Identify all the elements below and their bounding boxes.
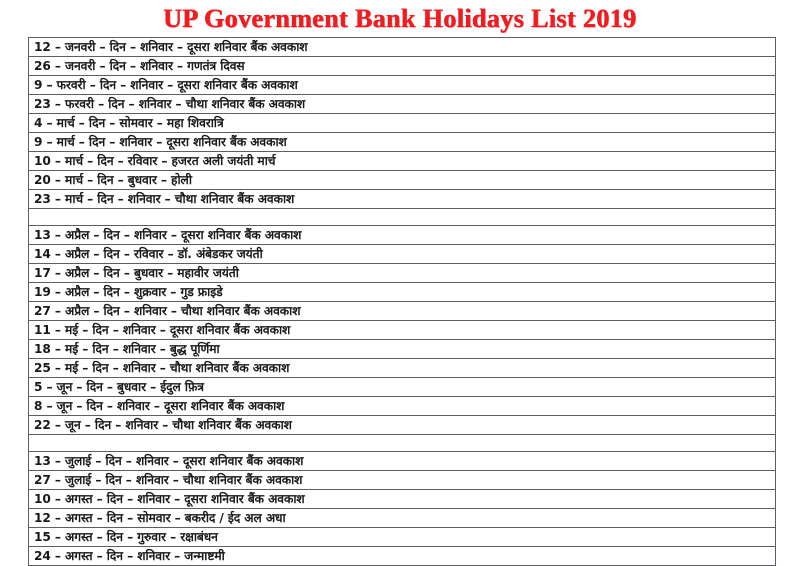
table-spacer-row <box>29 435 776 452</box>
holiday-cell: 23 – फरवरी – दिन – शनिवार – चौथा शनिवार बैंक अवकाश <box>29 95 776 114</box>
holiday-cell: 24 – अगस्त – दिन – शनिवार – जन्माष्टमी <box>29 547 776 566</box>
holiday-table-body <box>29 38 776 566</box>
table-row <box>29 509 776 528</box>
holiday-cell: 27 – जुलाई – दिन – शनिवार – चौथा शनिवार बैंक अवकाश <box>29 471 776 490</box>
holiday-cell: 10 – अगस्त – दिन – शनिवार – दूसरा शनिवार बैंक अवकाश <box>29 490 776 509</box>
holiday-table-container <box>28 37 776 566</box>
table-row <box>29 471 776 490</box>
table-row <box>29 321 776 340</box>
table-row <box>29 133 776 152</box>
holiday-cell: 11 – मई – दिन – शनिवार – दूसरा शनिवार बैंक अवकाश <box>29 321 776 340</box>
holiday-cell: 18 – मई – दिन – शनिवार – बुद्ध पूर्णिमा <box>29 340 776 359</box>
table-row <box>29 302 776 321</box>
holiday-cell: 26 – जनवरी – दिन – शनिवार – गणतंत्र दिवस <box>29 57 776 76</box>
holiday-cell: 27 – अप्रैल – दिन – शनिवार – चौथा शनिवार बैंक अवकाश <box>29 302 776 321</box>
holiday-cell: 5 – जून – दिन – बुधवार – ईदुल फ़ित्र <box>29 378 776 397</box>
table-row <box>29 152 776 171</box>
holiday-cell: 19 – अप्रैल – दिन – शुक्रवार – गुड फ्राइडे <box>29 283 776 302</box>
table-row <box>29 378 776 397</box>
table-row <box>29 57 776 76</box>
table-row <box>29 452 776 471</box>
holiday-cell: 10 – मार्च – दिन – रविवार – हजरत अली जयंती मार्च <box>29 152 776 171</box>
holiday-cell: 20 – मार्च – दिन – बुधवार – होली <box>29 171 776 190</box>
holiday-cell: 23 – मार्च – दिन – शनिवार – चौथा शनिवार बैंक अवकाश <box>29 190 776 209</box>
table-row <box>29 416 776 435</box>
holiday-cell: 25 – मई – दिन – शनिवार – चौथा शनिवार बैंक अवकाश <box>29 359 776 378</box>
table-row <box>29 528 776 547</box>
table-row <box>29 114 776 133</box>
table-row <box>29 76 776 95</box>
table-row <box>29 38 776 57</box>
table-row <box>29 490 776 509</box>
table-row <box>29 171 776 190</box>
holiday-cell: 22 – जून – दिन – शनिवार – चौथा शनिवार बैंक अवकाश <box>29 416 776 435</box>
table-row <box>29 226 776 245</box>
holiday-cell: 8 – जून – दिन – शनिवार – दूसरा शनिवार बैंक अवकाश <box>29 397 776 416</box>
table-row <box>29 264 776 283</box>
table-row <box>29 245 776 264</box>
table-row <box>29 190 776 209</box>
holiday-cell: 17 – अप्रैल – दिन – बुधवार – महावीर जयंती <box>29 264 776 283</box>
table-spacer-row <box>29 209 776 226</box>
table-row <box>29 283 776 302</box>
table-row <box>29 340 776 359</box>
holiday-cell: 12 – अगस्त – दिन – सोमवार – बकरीद / ईद अल अधा <box>29 509 776 528</box>
holiday-cell: 13 – अप्रैल – दिन – शनिवार – दूसरा शनिवार बैंक अवकाश <box>29 226 776 245</box>
table-row <box>29 359 776 378</box>
holiday-cell-empty <box>29 209 776 226</box>
holiday-cell: 9 – फरवरी – दिन – शनिवार – दूसरा शनिवार बैंक अवकाश <box>29 76 776 95</box>
holiday-cell-empty <box>29 435 776 452</box>
holiday-cell: 15 – अगस्त – दिन – गुरुवार – रक्षाबंधन <box>29 528 776 547</box>
holiday-cell: 12 – जनवरी – दिन – शनिवार – दूसरा शनिवार बैंक अवकाश <box>29 38 776 57</box>
table-row <box>29 95 776 114</box>
page-title: UP Government Bank Holidays List 2019 <box>163 4 637 33</box>
holiday-cell: 13 – जुलाई – दिन – शनिवार – दूसरा शनिवार बैंक अवकाश <box>29 452 776 471</box>
holiday-cell: 9 – मार्च – दिन – शनिवार – दूसरा शनिवार बैंक अवकाश <box>29 133 776 152</box>
holiday-cell: 4 – मार्च – दिन – सोमवार – महा शिवरात्रि <box>29 114 776 133</box>
holiday-cell: 14 – अप्रैल – दिन – रविवार – डॉ. अंबेडकर जयंती <box>29 245 776 264</box>
table-row <box>29 397 776 416</box>
holiday-table <box>28 37 776 566</box>
table-row <box>29 547 776 566</box>
